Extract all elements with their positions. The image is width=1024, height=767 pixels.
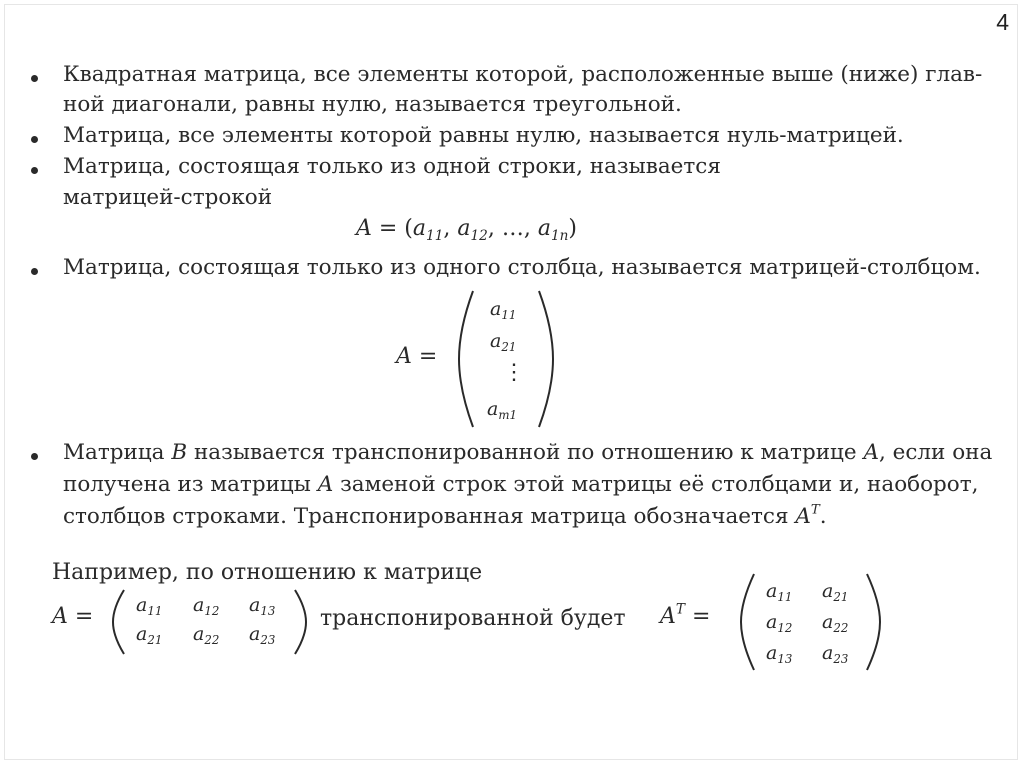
matrix-entry: $a_{13}$ [766,642,793,667]
example-lhs: A = [52,604,94,629]
separator: , [443,216,458,241]
column-entry: $a_{21}$ [490,330,517,355]
matrix-entry: $a_{21}$ [136,623,163,648]
matrix-entry: $a_{12}$ [766,611,793,636]
left-parenthesis [110,588,126,656]
matrix-entry: $a_{11}$ [766,580,793,605]
matrix-entry: $a_{21}$ [822,580,849,605]
matrix-entry: $a_{11}$ [412,216,444,244]
bullet-3-line-2: матрицей-строкой [63,185,273,210]
matrix-entry: $a_{22}$ [193,623,220,648]
ellipsis: … [501,216,524,241]
formula-lhs: A [356,216,372,241]
matrix-entry: $a_{12}$ [193,594,220,619]
bullet-5-line-3: столбцов строками. Транспонированная матрица обозначается $A^T$. [63,502,827,529]
bullet-dot [31,268,38,275]
bullet-5-line-1: Матрица B называется транспонированной по отношению к матрице A, если она [63,440,993,465]
formula-equals-open: = ( [371,216,413,241]
bullet-3-line-1: Матрица, состоящая только из одной строки, называется [63,154,721,179]
bullet-1-line-2: ной диагонали, равны нулю, называется треугольной. [63,92,682,117]
separator: , [523,216,538,241]
bullet-5-line-2: получена из матрицы A заменой строк этой матрицы её столбцами и, наоборот, [63,472,979,497]
bullet-dot [31,136,38,143]
vertical-ellipsis: ⋮ [503,360,525,385]
column-entry: $a_{m1}$ [487,398,517,423]
example-middle-text: транспонированной будет [320,606,626,631]
column-formula-lhs: A = [396,344,438,369]
column-entry: $a_{11}$ [490,298,517,323]
example-transpose-lhs: $A^T$ = [660,601,711,629]
right-parenthesis [536,289,556,429]
matrix-entry: $a_{23}$ [822,642,849,667]
row-matrix-formula [356,216,578,244]
right-parenthesis [865,572,883,672]
separator: , [487,216,502,241]
example-intro: Например, по отношению к матрице [52,560,483,585]
bullet-dot [31,167,38,174]
left-parenthesis [738,572,756,672]
formula-close: ) [568,216,578,241]
left-parenthesis [456,289,476,429]
matrix-entry: $a_{22}$ [822,611,849,636]
matrix-entry: $a_{23}$ [249,623,276,648]
matrix-entry: $a_{13}$ [249,594,276,619]
bullet-dot [31,75,38,82]
matrix-entry: $a_{12}$ [457,216,488,244]
matrix-entry: $a_{1n}$ [537,216,569,244]
right-parenthesis [293,588,309,656]
matrix-entry: $a_{11}$ [136,594,163,619]
bullet-dot [31,453,38,460]
bullet-2-line-1: Матрица, все элементы которой равны нулю, называется нуль-матрицей. [63,123,904,148]
bullet-4-line-1: Матрица, состоящая только из одного столбца, называется матрицей-столбцом. [63,255,981,280]
bullet-1-line-1: Квадратная матрица, все элементы которой, расположенные выше (ниже) глав- [63,62,983,87]
page-number: 4 [996,9,1009,35]
